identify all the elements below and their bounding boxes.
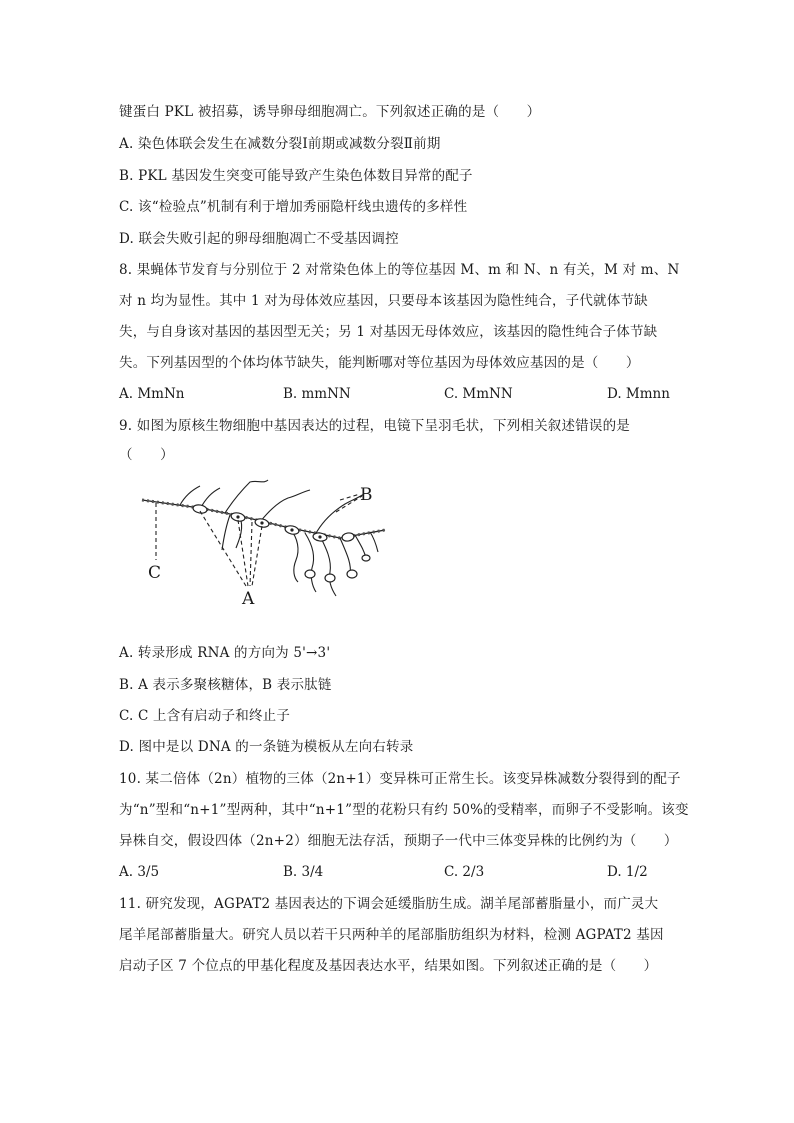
q7-option-a: A. 染色体联会发生在减数分裂Ⅰ前期或减数分裂Ⅱ前期	[119, 136, 441, 152]
q8-option-c: C. MmNN	[444, 386, 513, 402]
q11-line-1: 11. 研究发现，AGPAT2 基因表达的下调会延缓脂肪生成。湖羊尾部蓄脂量小，而广灵大	[119, 896, 659, 912]
label-c: C	[148, 563, 162, 583]
q8-line-3: 失，与自身该对基因的基因型无关；另 1 对基因无母体效应，该基因的隐性纯合子体节缺	[119, 324, 658, 340]
q10-line-3: 异株自交，假设四体（2n+2）细胞无法存活，预期子一代中三体变异株的比例约为（ ）	[119, 833, 678, 849]
q11-line-2: 尾羊尾部蓄脂量大。研究人员以若干只两种羊的尾部脂肪组织为材料，检测 AGPAT2 基因	[119, 927, 664, 943]
q10-option-d: D. 1/2	[607, 864, 648, 880]
q10-option-c: C. 2/3	[444, 864, 485, 880]
leader-a	[238, 520, 248, 586]
q11-line-3: 启动子区 7 个位点的甲基化程度及基因表达水平，结果如图。下列叙述正确的是（ ）	[119, 958, 658, 974]
leader-a	[250, 522, 252, 586]
q7-option-c: C. 该“检验点”机制有利于增加秀丽隐杆线虫遗传的多样性	[119, 199, 468, 215]
transcription-translation-figure	[140, 478, 410, 608]
q9-option-d: D. 图中是以 DNA 的一条链为模板从左向右转录	[119, 739, 414, 755]
q10-option-b: B. 3/4	[283, 864, 324, 880]
q8-line-4: 失。下列基因型的个体均体节缺失，能判断哪对等位基因为母体效应基因的是（ ）	[119, 355, 640, 371]
q9-line-2: （ ）	[119, 447, 174, 463]
ribosome	[325, 574, 335, 582]
ribosome	[341, 532, 354, 542]
q8-option-d: D. Mmnn	[607, 386, 670, 402]
q9-line-1: 9. 如图为原核生物细胞中基因表达的过程，电镜下呈羽毛状，下列相关叙述错误的是	[119, 418, 630, 434]
q8-option-a: A. MmNn	[119, 386, 185, 402]
q9-option-a: A. 转录形成 RNA 的方向为 5'→3'	[119, 645, 331, 661]
leader-b	[336, 496, 362, 512]
q7-stem-tail: 键蛋白 PKL 被招募，诱导卵母细胞凋亡。下列叙述正确的是（ ）	[119, 104, 541, 120]
label-a: A	[242, 589, 255, 608]
q9-option-b: B. A 表示多聚核糖体，B 表示肽链	[119, 677, 332, 693]
q7-option-d: D. 联会失败引起的卵母细胞凋亡不受基因调控	[119, 231, 399, 247]
ribosome	[362, 555, 370, 561]
leader-a	[252, 526, 262, 586]
q10-option-a: A. 3/5	[119, 864, 160, 880]
feather-diagram	[140, 478, 410, 608]
q10-line-2: 为“n”型和“n+1”型两种，其中“n+1”型的花粉只有约 50%的受精率，而卵子不受影响。该变	[119, 802, 689, 818]
ribosome	[347, 570, 357, 578]
leader-a	[200, 511, 246, 586]
q8-option-b: B. mmNN	[283, 386, 351, 402]
ribosome	[192, 504, 207, 514]
label-b: B	[360, 485, 373, 505]
q8-line-2: 对 n 均为显性。其中 1 对为母体效应基因，只要母本该基因为隐性纯合，子代就体节缺	[119, 293, 648, 309]
q7-option-b: B. PKL 基因发生突变可能导致产生染色体数目异常的配子	[119, 168, 473, 184]
q9-option-c: C. C 上含有启动子和终止子	[119, 708, 291, 724]
ribosome	[305, 570, 315, 578]
q10-line-1: 10. 某二倍体（2n）植物的三体（2n+1）变异株可正常生长。该变异株减数分裂得到的配子	[119, 771, 681, 787]
q8-line-1: 8. 果蝇体节发育与分别位于 2 对常染色体上的等位基因 M、m 和 N、n 有关，M 对 m、N	[119, 262, 680, 278]
